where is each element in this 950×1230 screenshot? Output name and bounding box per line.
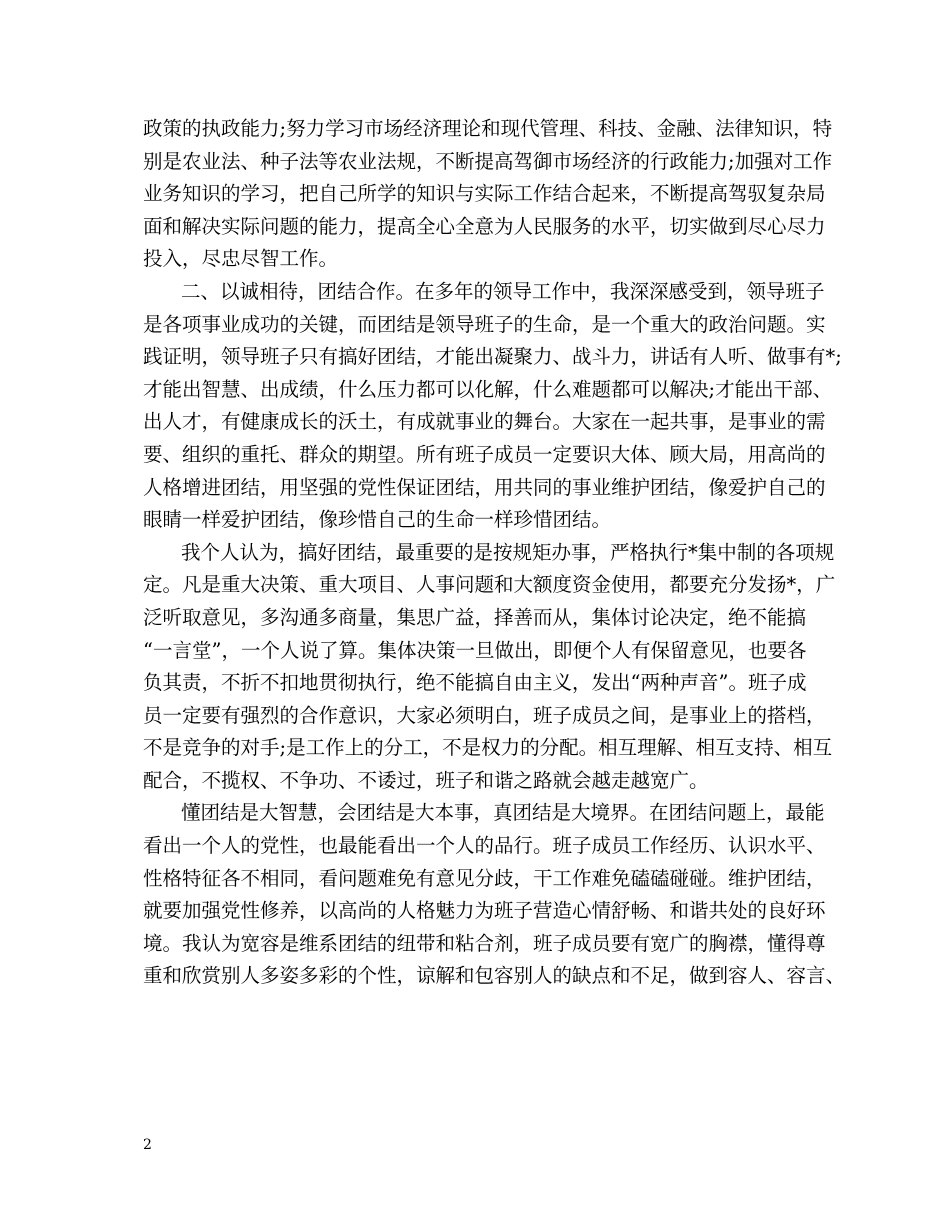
text-line: 配合，不揽权、不争功、不诿过，班子和谐之路就会越走越宽广。 bbox=[143, 768, 709, 792]
text-line: 负其责，不折不扣地贯彻执行，绝不能搞自由主义，发出“两种声音”。班子成 bbox=[143, 671, 807, 695]
text-line: 境。我认为宽容是维系团结的纽带和粘合剂，班子成员要有宽广的胸襟，懂得尊 bbox=[143, 931, 826, 955]
text-line: 眼睛一样爱护团结，像珍惜自己的生命一样珍惜团结。 bbox=[143, 508, 612, 532]
text-line: 重和欣赏别人多姿多彩的个性，谅解和包容别人的缺点和不足，做到容人、容言、 bbox=[143, 964, 846, 988]
text-line: 政策的执政能力;努力学习市场经济理论和现代管理、科技、金融、法律知识，特 bbox=[143, 117, 833, 140]
page-number: 2 bbox=[143, 1137, 152, 1153]
text-line: 定。凡是重大决策、重大项目、人事问题和大额度资金使用，都要充分发扬*，广 bbox=[143, 573, 836, 597]
paragraph-start-line: 懂团结是大智慧，会团结是大本事，真团结是大境界。在团结问题上，最能 bbox=[181, 801, 825, 825]
text-line: 投入，尽忠尽智工作。 bbox=[143, 247, 339, 271]
text-line: 人格增进团结，用坚强的党性保证团结，用共同的事业维护团结，像爱护自己的 bbox=[143, 475, 826, 499]
body-text bbox=[143, 113, 846, 993]
text-line: 是各项事业成功的关键，而团结是领导班子的生命，是一个重大的政治问题。实 bbox=[143, 312, 826, 336]
text-line: “一言堂”，一个人说了算。集体决策一旦做出，即便个人有保留意见，也要各 bbox=[143, 638, 807, 662]
text-line: 出人才，有健康成长的沃土，有成就事业的舞台。大家在一起共事，是事业的需 bbox=[143, 410, 826, 434]
text-line: 面和解决实际问题的能力，提高全心全意为人民服务的水平，切实做到尽心尽力 bbox=[143, 214, 826, 238]
text-line: 不是竞争的对手;是工作上的分工，不是权力的分配。相互理解、相互支持、相互 bbox=[143, 736, 833, 760]
text-line: 员一定要有强烈的合作意识，大家必须明白，班子成员之间，是事业上的搭档， bbox=[143, 703, 826, 727]
text-line: 看出一个人的党性，也最能看出一个人的品行。班子成员工作经历、认识水平、 bbox=[143, 834, 826, 858]
text-line: 性格特征各不相同，看问题难免有意见分歧，干工作难免磕磕碰碰。维护团结， bbox=[143, 866, 826, 890]
paragraph-start-line: 我个人认为，搞好团结，最重要的是按规矩办事，严格执行*集中制的各项规 bbox=[181, 540, 835, 564]
text-line: 践证明，领导班子只有搞好团结，才能出凝聚力、战斗力，讲话有人听、做事有*; bbox=[143, 345, 842, 369]
text-line: 别是农业法、种子法等农业法规，不断提高驾御市场经济的行政能力;加强对工作 bbox=[143, 149, 833, 173]
text-line: 要、组织的重托、群众的期望。所有班子成员一定要识大体、顾大局，用高尚的 bbox=[143, 442, 826, 466]
text-line: 就要加强党性修养，以高尚的人格魅力为班子营造心情舒畅、和谐共处的良好环 bbox=[143, 899, 826, 923]
text-line: 泛听取意见，多沟通多商量，集思广益，择善而从，集体讨论决定，绝不能搞 bbox=[143, 605, 807, 629]
text-line: 业务知识的学习，把自己所学的知识与实际工作结合起来，不断提高驾驭复杂局 bbox=[143, 182, 826, 206]
paragraph-start-line: 二、以诚相待，团结合作。在多年的领导工作中，我深深感受到，领导班子 bbox=[181, 279, 825, 303]
text-line: 才能出智慧、出成绩，什么压力都可以化解，什么难题都可以解决;才能出干部、 bbox=[143, 377, 833, 401]
